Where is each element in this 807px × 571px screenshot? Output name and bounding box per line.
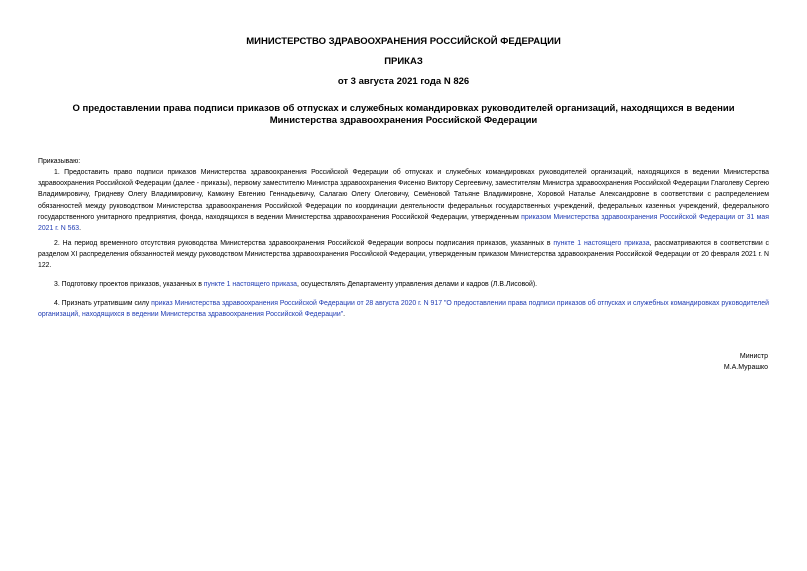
signature-position: Министр [739,353,768,360]
document-title: О предоставлении права подписи приказов об отпусках и служебных командировках руководителей организаций, находящихся в ведении Министерства здравоохранения Российской Федерации [72,103,735,126]
paragraph-2 [38,238,769,272]
signature-name: М.А.Мурашко [723,364,768,371]
paragraph-2-end: , рассматриваются в соответствии с разделом XI распределения обязанностей между руководством Министерства здравоохранения Российской Федерации, утвержденным приказом Министерства здравоохранения Российской Федерации от 20 февраля 2021 г. N 122. [38,240,769,270]
paragraph-4-end: . [343,311,346,319]
document-type: ПРИКАЗ [384,56,423,67]
paragraph-3-end: , осуществлять Департаменту управления делами и кадров (Л.В.Лисовой). [297,281,538,288]
point-1-link[interactable]: пункте 1 настоящего приказа [203,281,298,288]
order-563-link[interactable]: приказом Министерства здравоохранения Российской Федерации от 31 мая 2021 г. N 563 [38,213,769,233]
paragraph-1 [38,167,769,234]
paragraph-4-text: 4. Признать утратившим силу [54,300,152,307]
paragraph-3-text: 3. Подготовку проектов приказов, указанных в [54,281,204,288]
order-917-link[interactable]: приказ Министерства здравоохранения Российской Федерации от 28 августа 2020 г. N 917 "О предоставлении права подписи приказов об отпусках и служебных командировках руководителей организаций, находящихся в ведении Министерства здравоохранения Российской Федерации" [38,300,769,319]
document-date-number: от 3 августа 2021 года N 826 [337,76,470,87]
ministry-name: МИНИСТЕРСТВО ЗДРАВООХРАНЕНИЯ РОССИЙСКОЙ ФЕДЕРАЦИИ [246,36,561,47]
paragraph-4 [38,298,769,320]
paragraph-1-text: 1. Предоставить право подписи приказов Министерства здравоохранения Российской Федерации об отпусках и служебных командировках руководителей организаций, находящихся в ведении Министерства здравоохранения Российской Федерации (далее - приказы), первому заместителю Министра здравоохранения Фисенко Виктору Сергеевичу, заместителям Министра здравоохранения Российской Федерации Глаголеву Сергею Владимировичу, Гридневу Олегу Владимировичу, Камкину Евгению Геннадьевичу, Салагаю Олегу Олеговичу, Семёновой Татьяне Владимировне, Хоровой Наталье Александровне в соответствии с распределением обязанностей между руководством Министерства здравоохранения Российской Федерации по координации деятельности федеральных государственных учреждений, федеральных казенных учреждений, федерального государственного унитарного предприятия, фонда, находящихся в ведении Министерства здравоохранения Российской Федерации, утвержденным [38,169,769,221]
intro-text: Приказываю: [38,158,81,165]
paragraph-3 [38,279,769,290]
paragraph-1-end: . [79,225,82,233]
paragraph-2-text: 2. На период временного отсутствия руководства Министерства здравоохранения Российской Федерации вопросы подписания приказов, указанных в [54,240,554,247]
point-1-link[interactable]: пункте 1 настоящего приказа [553,240,650,247]
